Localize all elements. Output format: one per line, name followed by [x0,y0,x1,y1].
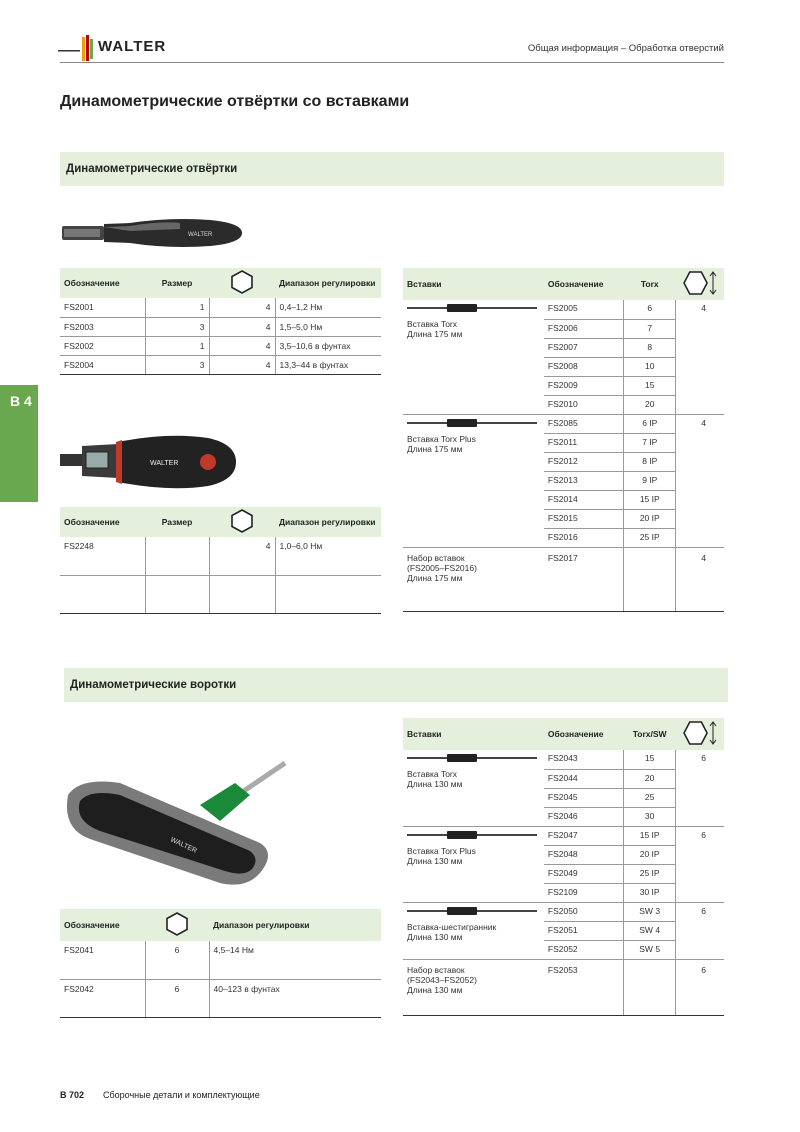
hex-length-icon [676,718,724,750]
col-header: Обозначение [64,278,120,288]
t-handle-image [60,755,295,890]
table-row: FS2004 3 4 13,3–44 в фунтах [60,355,381,374]
col-header: Обозначение [547,729,604,739]
col-header: Обозначение [64,517,120,527]
torx-bit-icon [407,303,537,313]
section-band-screwdrivers [60,152,724,186]
screwdriver-table-1 [60,268,381,375]
table-row: FS2051 SW 4 [403,921,724,940]
hex-length-icon [676,268,724,300]
table-row [60,575,381,613]
table-row: Вставка Torx Длина 130 мм FS2043 15 6 [403,750,724,769]
section-band-t-handles [64,668,728,702]
insert-label-cell: Вставка Torx Plus Длина 175 мм [403,414,544,547]
insert-label-cell: Вставка Torx Plus Длина 130 мм [403,826,544,902]
table-row: FS2008 10 [403,357,724,376]
col-header: Обозначение [547,279,604,289]
table-row: FS2002 1 4 3,5–10,6 в фунтах [60,336,381,355]
hex-value: 4 [676,414,724,547]
inserts-table-2 [403,718,724,1016]
insert-label-cell: Вставка-шестигранник Длина 130 мм [403,902,544,959]
torx-bit-icon [407,753,537,763]
brand-name: WALTER [98,38,167,55]
table-row: FS2044 20 [403,769,724,788]
table-row: Вставка Torx Plus Длина 130 мм FS2047 15 IP 6 [403,826,724,845]
screwdriver-table-2 [60,507,381,614]
table-row: Набор вставок (FS2005–FS2016) Длина 175 мм FS2017 4 [403,547,724,611]
table-row: FS2046 30 [403,807,724,826]
table-row: FS2045 25 [403,788,724,807]
table-row: Вставка-шестигранник Длина 130 мм FS2050 SW 3 6 [403,902,724,921]
insert-label-cell: Вставка Torx Длина 175 мм [403,300,544,414]
table-row: FS2042 6 40–123 в фунтах [60,979,381,1017]
section-title: Динамометрические воротки [70,679,237,691]
table-row: FS2041 6 4,5–14 Нм [60,941,381,979]
header-divider [60,62,724,63]
torx-plus-bit-icon [407,418,537,428]
col-header: Диапазон регулировки [279,517,376,527]
insert-label-cell: Набор вставок (FS2005–FS2016) Длина 175 мм [403,547,544,611]
col-header: Вставки [407,729,442,739]
svg-text:WALTER: WALTER [188,232,213,238]
col-header: Torx [640,279,659,289]
svg-text:WALTER: WALTER [169,836,198,855]
table-row: FS2052 SW 5 [403,940,724,959]
section-title: Динамометрические отвёртки [66,163,238,175]
table-row: Вставка Torx Plus Длина 175 мм FS2085 6 IP 4 [403,414,724,433]
inserts-table-1 [403,268,724,612]
col-header: Диапазон регулировки [279,278,376,288]
table-row: FS2048 20 IP [403,845,724,864]
table-row: FS2007 8 [403,338,724,357]
table-row: FS2012 8 IP [403,452,724,471]
col-header: Диапазон регулировки [213,920,310,930]
page-number: B 702 [60,1090,85,1100]
side-tab: B 4 [0,385,38,502]
table-row: FS2014 15 IP [403,490,724,509]
footer-text: Сборочные детали и комплектующие [103,1090,260,1100]
digital-screwdriver-image [58,432,238,492]
t-handle-table [60,909,381,1018]
hex-value: 4 [676,300,724,414]
table-row: FS2003 3 4 1,5–5,0 Нм [60,317,381,336]
hex-size-icon [145,909,209,941]
table-row: FS2011 7 IP [403,433,724,452]
table-row: FS2016 25 IP [403,528,724,547]
header-section-title: Общая информация – Обработка отверстий [527,43,724,54]
table-row: FS2010 20 [403,395,724,414]
svg-text:WALTER: WALTER [150,460,179,467]
table-row: FS2009 15 [403,376,724,395]
table-row: FS2013 9 IP [403,471,724,490]
table-row: FS2109 30 IP [403,883,724,902]
col-header: Вставки [407,279,442,289]
hex-value: 6 [676,826,724,902]
hex-value: 4 [676,547,724,611]
table-row: Набор вставок (FS2043–FS2052) Длина 130 мм FS2053 6 [403,959,724,1015]
page-title: Динамометрические отвёртки со вставками [60,93,410,110]
table-row: FS2001 1 4 0,4–1,2 Нм [60,298,381,317]
screwdriver-image [60,215,245,251]
hex-value: 6 [676,902,724,959]
hex-size-icon [209,268,275,298]
hex-value: 6 [676,959,724,1015]
table-row: FS2049 25 IP [403,864,724,883]
col-header: Torx/SW [632,729,667,739]
hex-value: 6 [676,750,724,826]
table-row: FS2015 20 IP [403,509,724,528]
torx-plus-bit-icon [407,830,537,840]
col-header: Размер [161,517,193,527]
insert-label-cell: Вставка Torx Длина 130 мм [403,750,544,826]
insert-label-cell: Набор вставок (FS2043–FS2052) Длина 130 мм [403,959,544,1015]
hex-size-icon [209,507,275,537]
col-header: Обозначение [64,920,120,930]
table-row: FS2006 7 [403,319,724,338]
col-header: Размер [161,278,193,288]
table-row: Вставка Torx Длина 175 мм FS2005 6 4 [403,300,724,319]
hex-bit-icon [407,906,537,916]
table-row: FS2248 4 1,0–6,0 Нм [60,537,381,575]
